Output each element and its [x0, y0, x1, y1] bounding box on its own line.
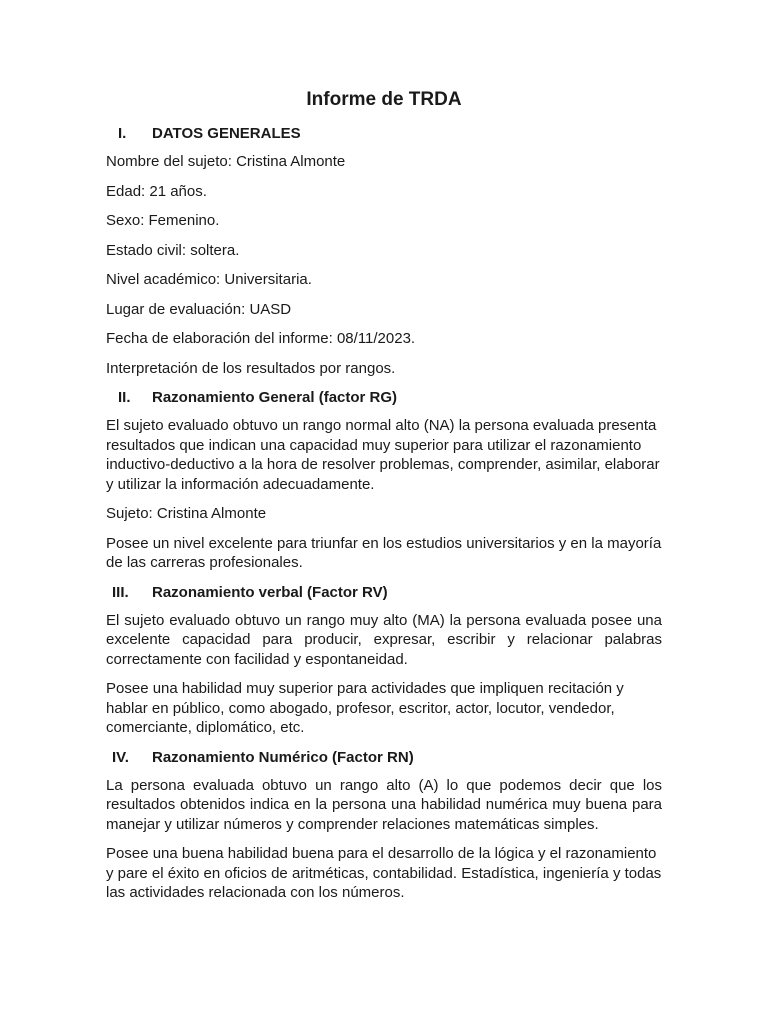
- paragraph: El sujeto evaluado obtuvo un rango muy alto (MA) la persona evaluada posee una excelente capacidad para producir, expresar, escribir y relacionar palabras correctamente con facilidad y espontaneidad.: [106, 611, 662, 668]
- section-title: Razonamiento Numérico (Factor RN): [152, 748, 414, 766]
- section-heading-datos-generales: [106, 124, 662, 144]
- field-estado-civil: Estado civil: soltera.: [106, 241, 240, 259]
- section-title: DATOS GENERALES: [152, 125, 301, 142]
- paragraph: El sujeto evaluado obtuvo un rango normal alto (NA) la persona evaluada presenta resultados que indican una capacidad muy superior para utilizar el razonamiento inductivo-deductivo a la hora de resolver problemas, comprender, asimilar, elaborar y utilizar la información adecuadamente.: [106, 417, 660, 493]
- field-interpretacion: Interpretación de los resultados por rangos.: [106, 359, 396, 377]
- paragraph: Posee un nivel excelente para triunfar en los estudios universitarios y en la mayoría de las carreras profesionales.: [106, 534, 662, 571]
- section-number: I.: [118, 125, 127, 142]
- section-number: IV.: [112, 748, 129, 766]
- paragraph: Posee una habilidad muy superior para actividades que impliquen recitación y hablar en público, como abogado, profesor, escritor, actor, locutor, vendedor, comerciante, diplomático, etc.: [106, 680, 624, 736]
- document-page: [106, 88, 662, 913]
- field-lugar-evaluacion: Lugar de evaluación: UASD: [106, 300, 292, 318]
- section-heading-razonamiento-verbal: [106, 583, 662, 603]
- field-fecha-informe: Fecha de elaboración del informe: 08/11/2023.: [106, 330, 416, 347]
- section-heading-razonamiento-general: [106, 388, 662, 408]
- section-title: Razonamiento General (factor RG): [152, 389, 398, 406]
- section-number: II.: [118, 389, 131, 406]
- section-heading-razonamiento-numerico: [106, 748, 662, 768]
- section-title: Razonamiento verbal (Factor RV): [152, 583, 388, 601]
- paragraph: Sujeto: Cristina Almonte: [106, 505, 267, 522]
- field-edad: Edad: 21 años.: [106, 182, 207, 200]
- field-nombre: Nombre del sujeto: Cristina Almonte: [106, 153, 346, 170]
- paragraph: Posee una buena habilidad buena para el desarrollo de la lógica y el razonamiento y pare el éxito en oficios de aritméticas, contabilidad. Estadística, ingeniería y todas las actividades relacionada con los números.: [106, 845, 662, 901]
- section-number: III.: [112, 583, 129, 601]
- paragraph: La persona evaluada obtuvo un rango alto (A) lo que podemos decir que los resultados obtenidos indica en la persona una habilidad numérica muy buena para manejar y utilizar números y comprender relaciones matemáticas simples.: [106, 776, 662, 833]
- document-title: Informe de TRDA: [306, 89, 462, 110]
- field-nivel-academico: Nivel académico: Universitaria.: [106, 271, 312, 288]
- field-sexo: Sexo: Femenino.: [106, 212, 220, 229]
